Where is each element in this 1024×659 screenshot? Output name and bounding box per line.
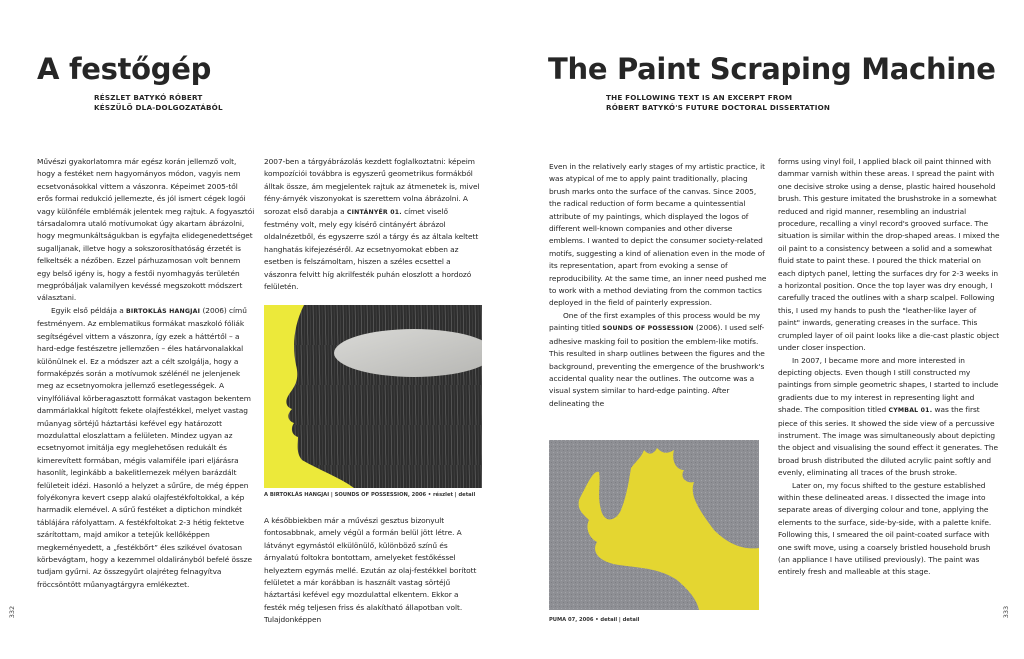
subtitle-line-2: KÉSZÜLŐ DLA-DOLGOZATÁBÓL [94,102,223,112]
figure-caption: A BIRTOKLÁS HANGJAI | SOUNDS OF POSSESSION, 2006 • részlet | detail [264,492,476,498]
text-column-2 [264,156,482,293]
paragraph: Even in the relatively early stages of my artistic practice, it was atypical of me to apply paint traditionally, placing brush marks onto the surface of the canvas. Since 2005, the radical reduction of form became a quintessential attribute of my paintings, which displayed the logos of different well-known companies and other diverse emblems. I wanted to depict the consumer society-related motifs, suggesting a kind of alienation even in the mode of its representation, apart from evoking a sense of reproducibility. At the same time, an inner need pushed me to work with a method deviating from the common tactics deployed in the field of painterly expression. [549,162,767,308]
page-number: 333 [1002,605,1011,619]
page-title-english: The Paint Scraping Machine [548,52,996,86]
artwork-title: CYMBAL 01. [888,407,933,415]
paragraph: forms using vinyl foil, I applied black oil paint thinned with dammar varnish within these areas. I spread the paint with one decisive stroke using a dense, plastic haired household brush. This gesture imitated the brushstroke in a somewhat reduced and rigid manner, resembling an industrial procedure, recalling a vinyl record's grooved surface. The situation is similar within the drop-shaped areas. I mixed the oil paint to a consistency between a solid and a somewhat fluid state to paint these. I poured the thick material on each diptych panel, letting the surfaces dry for 2-3 weeks in a horizontal position. Once the top layer was dry enough, I carefully traced the outlines with a sharp scalpel. Following this, I used my hands to push the "leather-like layer of paint" inwards, generating creases in the surface. This crumpled layer of oil paint looks like a die-cast plastic object under closer inspection. [778,157,1000,353]
text-column-1 [37,156,255,591]
right-page [512,0,1024,659]
paragraph-text: was the first piece of this series. It showed the side view of a percussive instrument. The image was simultaneously about depicting the object and visualising the sound effect it generates. The broad brush distributed the diluted acrylic paint softly and evenly, eliminating all traces of the brush stroke. [778,405,998,478]
artwork-illustration [549,440,759,610]
artwork-image-puma [549,440,759,610]
artwork-title: BIRTOKLÁS HANGJAI [126,307,201,315]
text-column-1 [549,161,769,410]
subtitle-line-1: RÉSZLET BATYKÓ RÓBERT [94,93,203,102]
subtitle-english [606,93,830,112]
paragraph-text: (2006). I used self-adhesive masking foil to position the emblem-like motifs. This resulted in sharp outlines between the figures and the background, preventing the emergence of the brushwork's accidental quality near the outlines. The outcome was a visual system similar to hard-edge painting. After delineating the [549,323,765,408]
subtitle-hungarian [94,93,223,112]
paragraph [778,355,1000,480]
paragraph: A későbbiekben már a művészi gesztus bizonyult fontosabbnak, amely végül a formán belül jött létre. A látványt egymástól elkülönülő, különböző színű és árnyalatú foltokra bontottam, amelyeket festőkéssel helyeztem egymás mellé. Ezután az olaj-festékkel borított felületet a már korábban is használt vastag sörtéjű háztartási kefével egy mozdulattal elkentem. Ekkor a festék még teljesen friss és alakítható állapotban volt. Tulajdonképpen [264,516,477,625]
paragraph: Művészi gyakorlatomra már egész korán jellemző volt, hogy a festéket nem hagyományos módon, vagyis nem ecsetvonásokkal vittem a vászonra. Képeimet 2005-től erős formai redukció jellemezte, és jól ismert cégek logói vagy különféle emblémák jelentek meg rajtuk. A fogyasztói társadalomra utaló motívumokat úgy akartam ábrázolni, hogy megmunkáltságukban is egyfajta elidegenedettséget sugalljanak, illetve hogy a sokszorosíthatóság érzetét is felkeltsék a nézőben. Ezzel párhuzamosan volt bennem egy belső igény is, hogy a festői nyomhagyás területén megpróbáljak valamilyen kevéssé megszokott módszert választani. [37,157,255,303]
artwork-title: SOUNDS OF POSSESSION [602,325,694,333]
paragraph-text: 2007-ben a tárgyábrázolás kezdett foglalkoztatni: képeim kompozíciói továbbra is egyszerű geometrikus formákból álltak össze, ám megjelentek rajtuk az átmenetek is, mivel fény-árnyék viszonyokat is szerettem volna ábrázolni. A sorozat első darabja a [264,157,480,216]
paragraph-text: (2006) című festményem. Az emblematikus formákat maszkoló fóliák segítségével vittem a vászonra, így ezek a háttértől – a hard-edge festészetre jellemzően – éles határvonalakkal különülnek el. Ez a módszer azt a célt szolgálja, hogy a formaképzés során a motívumok szélénél ne jelenjenek meg az ecsetnyomokra jellemző esetlegességek. A vinylfóliával körberagasztott formákat vastagon bekentem dammárlakkal hígított fekete olajfestékkel, melyet vastag műanyag sörtéjű háztartási kefével egy határozott mozdulattal eloszlattam a felületen. Mindez ugyan az ecsetnyomot imitálja egy meglehetősen redukált és kimerevített formában, mégis valamiféle ipari eljárásra hasonlít, leginkább a bakelitlemezek mélyen barázdált felületeit idézi. Hasonló a helyzet a sűrűre, de még éppen folyékonyra kevert csepp alakú olajfestékfoltokkal, a kép harmadik elemével. A sűrű festéket a diptichon mindkét táblájára ráfolyattam. A festékfoltokat 2-3 hétig fektetve szárítottam, majd amikor a tetejük kellőképpen megkeményedett, a „festékbőrt” éles szikével óvatosan körbevágtam, hogy a kezemmel oldalirányból befelé össze tudjam gyűrni. Az összegyűrt olajréteg felnagyítva fröccsöntött műanyagtárgyra emlékeztet. [37,305,252,589]
paragraph [549,310,769,410]
paragraph-text: Egyik első példája a [51,305,127,315]
paragraph-text: In 2007, I became more and more interested in depicting objects. Even though I still constructed my paintings from simple geometric shapes, I started to include gradients due to my interest in representing light and shade. The composition titled [778,355,999,415]
paragraph [37,305,255,591]
text-column-2 [778,156,1000,579]
paragraph [264,156,482,293]
paragraph: Later on, my focus shifted to the gesture established within these delineated areas. I dissected the image into separate areas of diverging colour and tone, applying the elements to the surface, side-by-side, with a palette knife. Following this, I smeared the oil paint-coated surface with one swift move, using a coarsely bristled household brush (an appliance I have utilised previously). The paint was entirely fresh and malleable at this stage. [778,480,992,577]
paragraph-text: címet viselő festmény volt, mely egy kísérő cintányért ábrázol oldalnézetből, és egyszerre szól a tárgy és az általa keltett hanghatás kifejezéséről. Az ecsetnyomokat ebben az esetben is felszámoltam, hiszen a széles ecsettel a vászonra felvitt híg akrilfesték puhán eloszlott a hordozó felületén. [264,206,479,292]
figure-caption: PUMA 07, 2006 • detail | detail [549,617,640,623]
artwork-image-sounds-of-possession [264,305,482,488]
paragraph-text: One of the first examples of this process would be my painting titled [549,310,761,333]
page-title-hungarian: A festőgép [37,52,212,86]
artwork-illustration [264,305,482,488]
text-column-2-continued [264,515,482,627]
subtitle-line-2: RÓBERT BATYKÓ'S FUTURE DOCTORAL DISSERTATION [606,102,831,112]
artwork-title: CINTÁNYÉR 01. [346,208,402,216]
subtitle-line-1: THE FOLLOWING TEXT IS AN EXCERPT FROM [606,93,793,102]
page-number: 332 [8,605,17,619]
